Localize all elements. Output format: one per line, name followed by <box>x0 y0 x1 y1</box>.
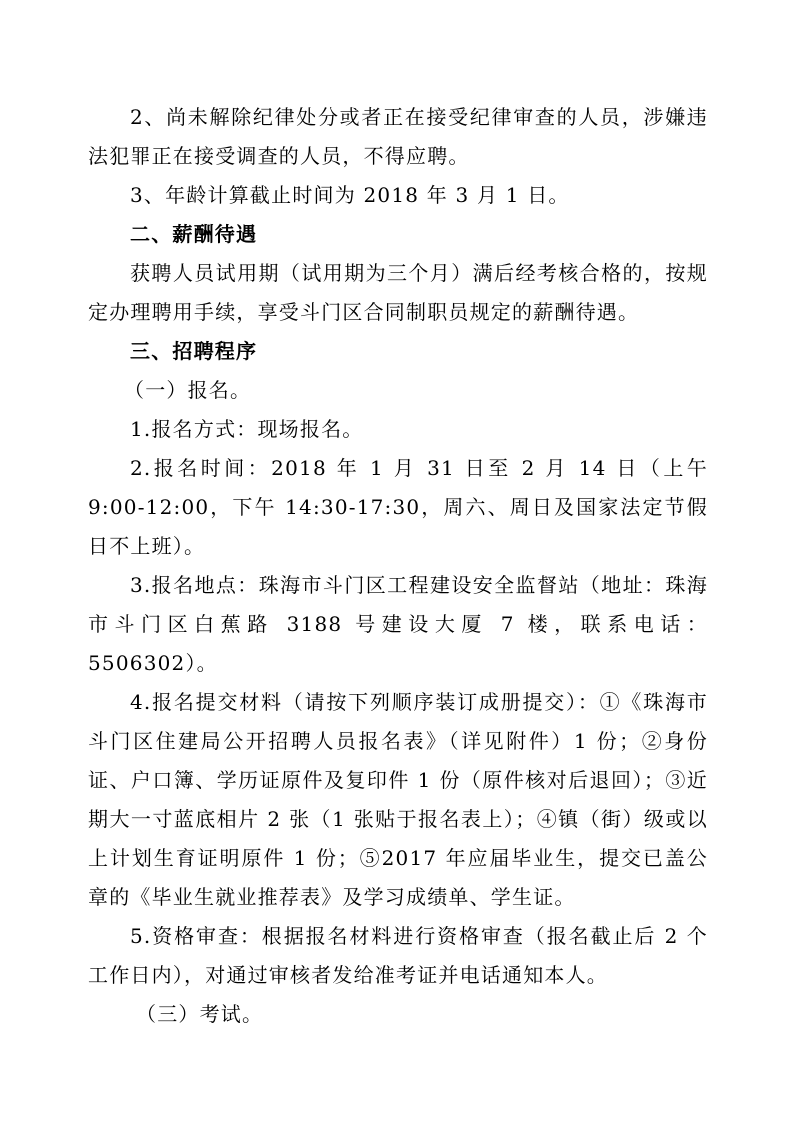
paragraph-registration-method: 1.报名方式：现场报名。 <box>130 417 364 441</box>
subheading-exam: （三）考试。 <box>136 1002 264 1026</box>
document-page <box>88 98 708 1034</box>
subheading-registration: （一）报名。 <box>124 378 252 402</box>
paragraph-registration-time: 2.报名时间：2018 年 1 月 31 日至 2 月 14 日（上午 9:00-12:00，下午 14:30-17:30，周六、周日及国家法定节假日不上班）。 <box>88 456 708 558</box>
paragraph-age-cutoff: 3、年龄计算截止时间为 2018 年 3 月 1 日。 <box>130 183 570 207</box>
paragraph-salary: 获聘人员试用期（试用期为三个月）满后经考核合格的，按规定办理聘用手续，享受斗门区合同制职员规定的薪酬待遇。 <box>88 261 708 324</box>
heading-salary: 二、薪酬待遇 <box>130 222 258 246</box>
heading-procedure: 三、招聘程序 <box>130 339 258 363</box>
paragraph-registration-location: 3.报名地点：珠海市斗门区工程建设安全监督站（地址：珠海市斗门区白蕉路 3188 号建设大厦 7 楼，联系电话：5506302）。 <box>88 573 708 675</box>
paragraph-registration-materials: 4.报名提交材料（请按下列顺序装订成册提交）：①《珠海市斗门区住建局公开招聘人员报名表》（详见附件）1 份；②身份证、户口簿、学历证原件及复印件 1 份（原件核对后退回）；③近期大一寸蓝底相片 2 张（1 张贴于报名表上）；④镇（街）级或以上计划生育证明原件 1 份；⑤2017 年应届毕业生，提交已盖公章的《毕业生就业推荐表》及学习成绩单、学生证。 <box>88 690 708 909</box>
paragraph-qualification-review: 5.资格审查：根据报名材料进行资格审查（报名截止后 2 个工作日内），对通过审核者发给准考证并电话通知本人。 <box>88 924 708 987</box>
paragraph-disqualification: 2、尚未解除纪律处分或者正在接受纪律审查的人员，涉嫌违法犯罪正在接受调查的人员，不得应聘。 <box>88 105 708 168</box>
